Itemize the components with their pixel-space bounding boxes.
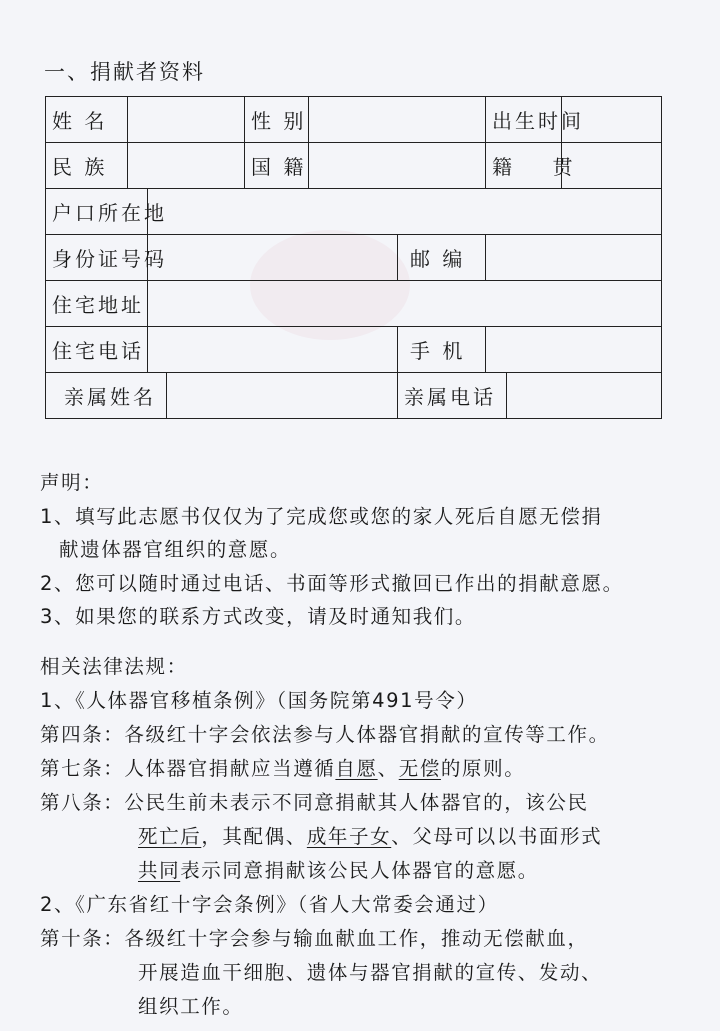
name-field[interactable] bbox=[128, 97, 245, 143]
statement-heading: 声明： bbox=[40, 471, 104, 494]
label-gender: 性 别 bbox=[245, 97, 309, 143]
law-1-title: 1、《人体器官移植条例》（国务院第491号令） bbox=[40, 689, 478, 712]
label-nationality: 国 籍 bbox=[245, 143, 309, 189]
article-10-line-2: 开展造血干细胞、遗体与器官捐献的宣传、发动、 bbox=[138, 961, 603, 984]
statement-section bbox=[40, 466, 680, 634]
laws-heading: 相关法律法规： bbox=[40, 655, 188, 678]
address-field[interactable] bbox=[148, 281, 662, 327]
native-place-field[interactable] bbox=[562, 143, 662, 189]
article-7-separator: 、 bbox=[377, 757, 399, 780]
nationality-field[interactable] bbox=[309, 143, 486, 189]
relative-name-field[interactable] bbox=[167, 373, 398, 419]
article-8-text-end: 表示同意捐献该公民人体器官的意愿。 bbox=[180, 859, 539, 882]
label-home-phone: 住宅电话 bbox=[46, 327, 148, 373]
gender-field[interactable] bbox=[309, 97, 486, 143]
article-4: 第四条：各级红十字会依法参与人体器官捐献的宣传等工作。 bbox=[40, 723, 610, 746]
statement-item-1: 1、填写此志愿书仅仅为了完成您或您的家人死后自愿无偿捐 bbox=[40, 504, 603, 528]
label-name: 姓 名 bbox=[46, 97, 128, 143]
article-8-line-1: 第八条：公民生前未表示不同意捐献其人体器官的，该公民 bbox=[40, 791, 589, 814]
article-7-underline-voluntary: 自愿 bbox=[335, 757, 378, 780]
ethnicity-field[interactable] bbox=[128, 143, 245, 189]
label-ethnicity: 民 族 bbox=[46, 143, 128, 189]
article-8-underline-after-death: 死亡后 bbox=[138, 825, 202, 848]
label-address: 住宅地址 bbox=[46, 281, 148, 327]
article-7-underline-unpaid: 无偿 bbox=[398, 757, 441, 780]
article-8-text-spouse: ，其配偶、 bbox=[201, 825, 307, 848]
label-postcode: 邮 编 bbox=[398, 235, 486, 281]
postcode-field[interactable] bbox=[486, 235, 662, 281]
article-7-end: 的原则。 bbox=[440, 757, 526, 780]
article-7-text: 第七条：人体器官捐献应当遵循 bbox=[40, 757, 336, 780]
label-native-place: 籍 贯 bbox=[486, 143, 562, 189]
article-10-line-3: 组织工作。 bbox=[138, 995, 244, 1018]
label-relative-name: 亲属姓名 bbox=[46, 373, 167, 419]
label-birth: 出生时间 bbox=[486, 97, 562, 143]
laws-section bbox=[40, 650, 690, 1024]
label-relative-phone: 亲属电话 bbox=[398, 373, 507, 419]
article-7 bbox=[40, 752, 690, 786]
section-title: 一、捐献者资料 bbox=[44, 60, 205, 84]
article-8-underline-adult-children: 成年子女 bbox=[306, 825, 392, 848]
statement-item-3: 3、如果您的联系方式改变，请及时通知我们。 bbox=[40, 605, 477, 628]
article-10-line-1: 第十条：各级红十字会参与输血献血工作，推动无偿献血， bbox=[40, 927, 589, 950]
label-mobile: 手 机 bbox=[398, 327, 486, 373]
relative-phone-field[interactable] bbox=[507, 373, 662, 419]
mobile-field[interactable] bbox=[486, 327, 662, 373]
article-8-underline-jointly: 共同 bbox=[138, 859, 181, 882]
article-8-line-2 bbox=[40, 820, 690, 854]
id-number-field[interactable] bbox=[148, 235, 398, 281]
label-hukou: 户口所在地 bbox=[46, 189, 148, 235]
article-8-text-parents: 、父母可以以书面形式 bbox=[391, 825, 603, 848]
hukou-field[interactable] bbox=[148, 189, 662, 235]
statement-item-1-cont: 献遗体器官组织的意愿。 bbox=[59, 538, 292, 561]
article-8-line-3 bbox=[40, 854, 690, 888]
home-phone-field[interactable] bbox=[148, 327, 398, 373]
donor-info-table bbox=[45, 96, 662, 419]
law-2-title: 2、《广东省红十字会条例》（省人大常委会通过） bbox=[40, 893, 499, 916]
label-id-number: 身份证号码 bbox=[46, 235, 148, 281]
statement-item-2: 2、您可以随时通过电话、书面等形式撤回已作出的捐献意愿。 bbox=[40, 571, 624, 595]
